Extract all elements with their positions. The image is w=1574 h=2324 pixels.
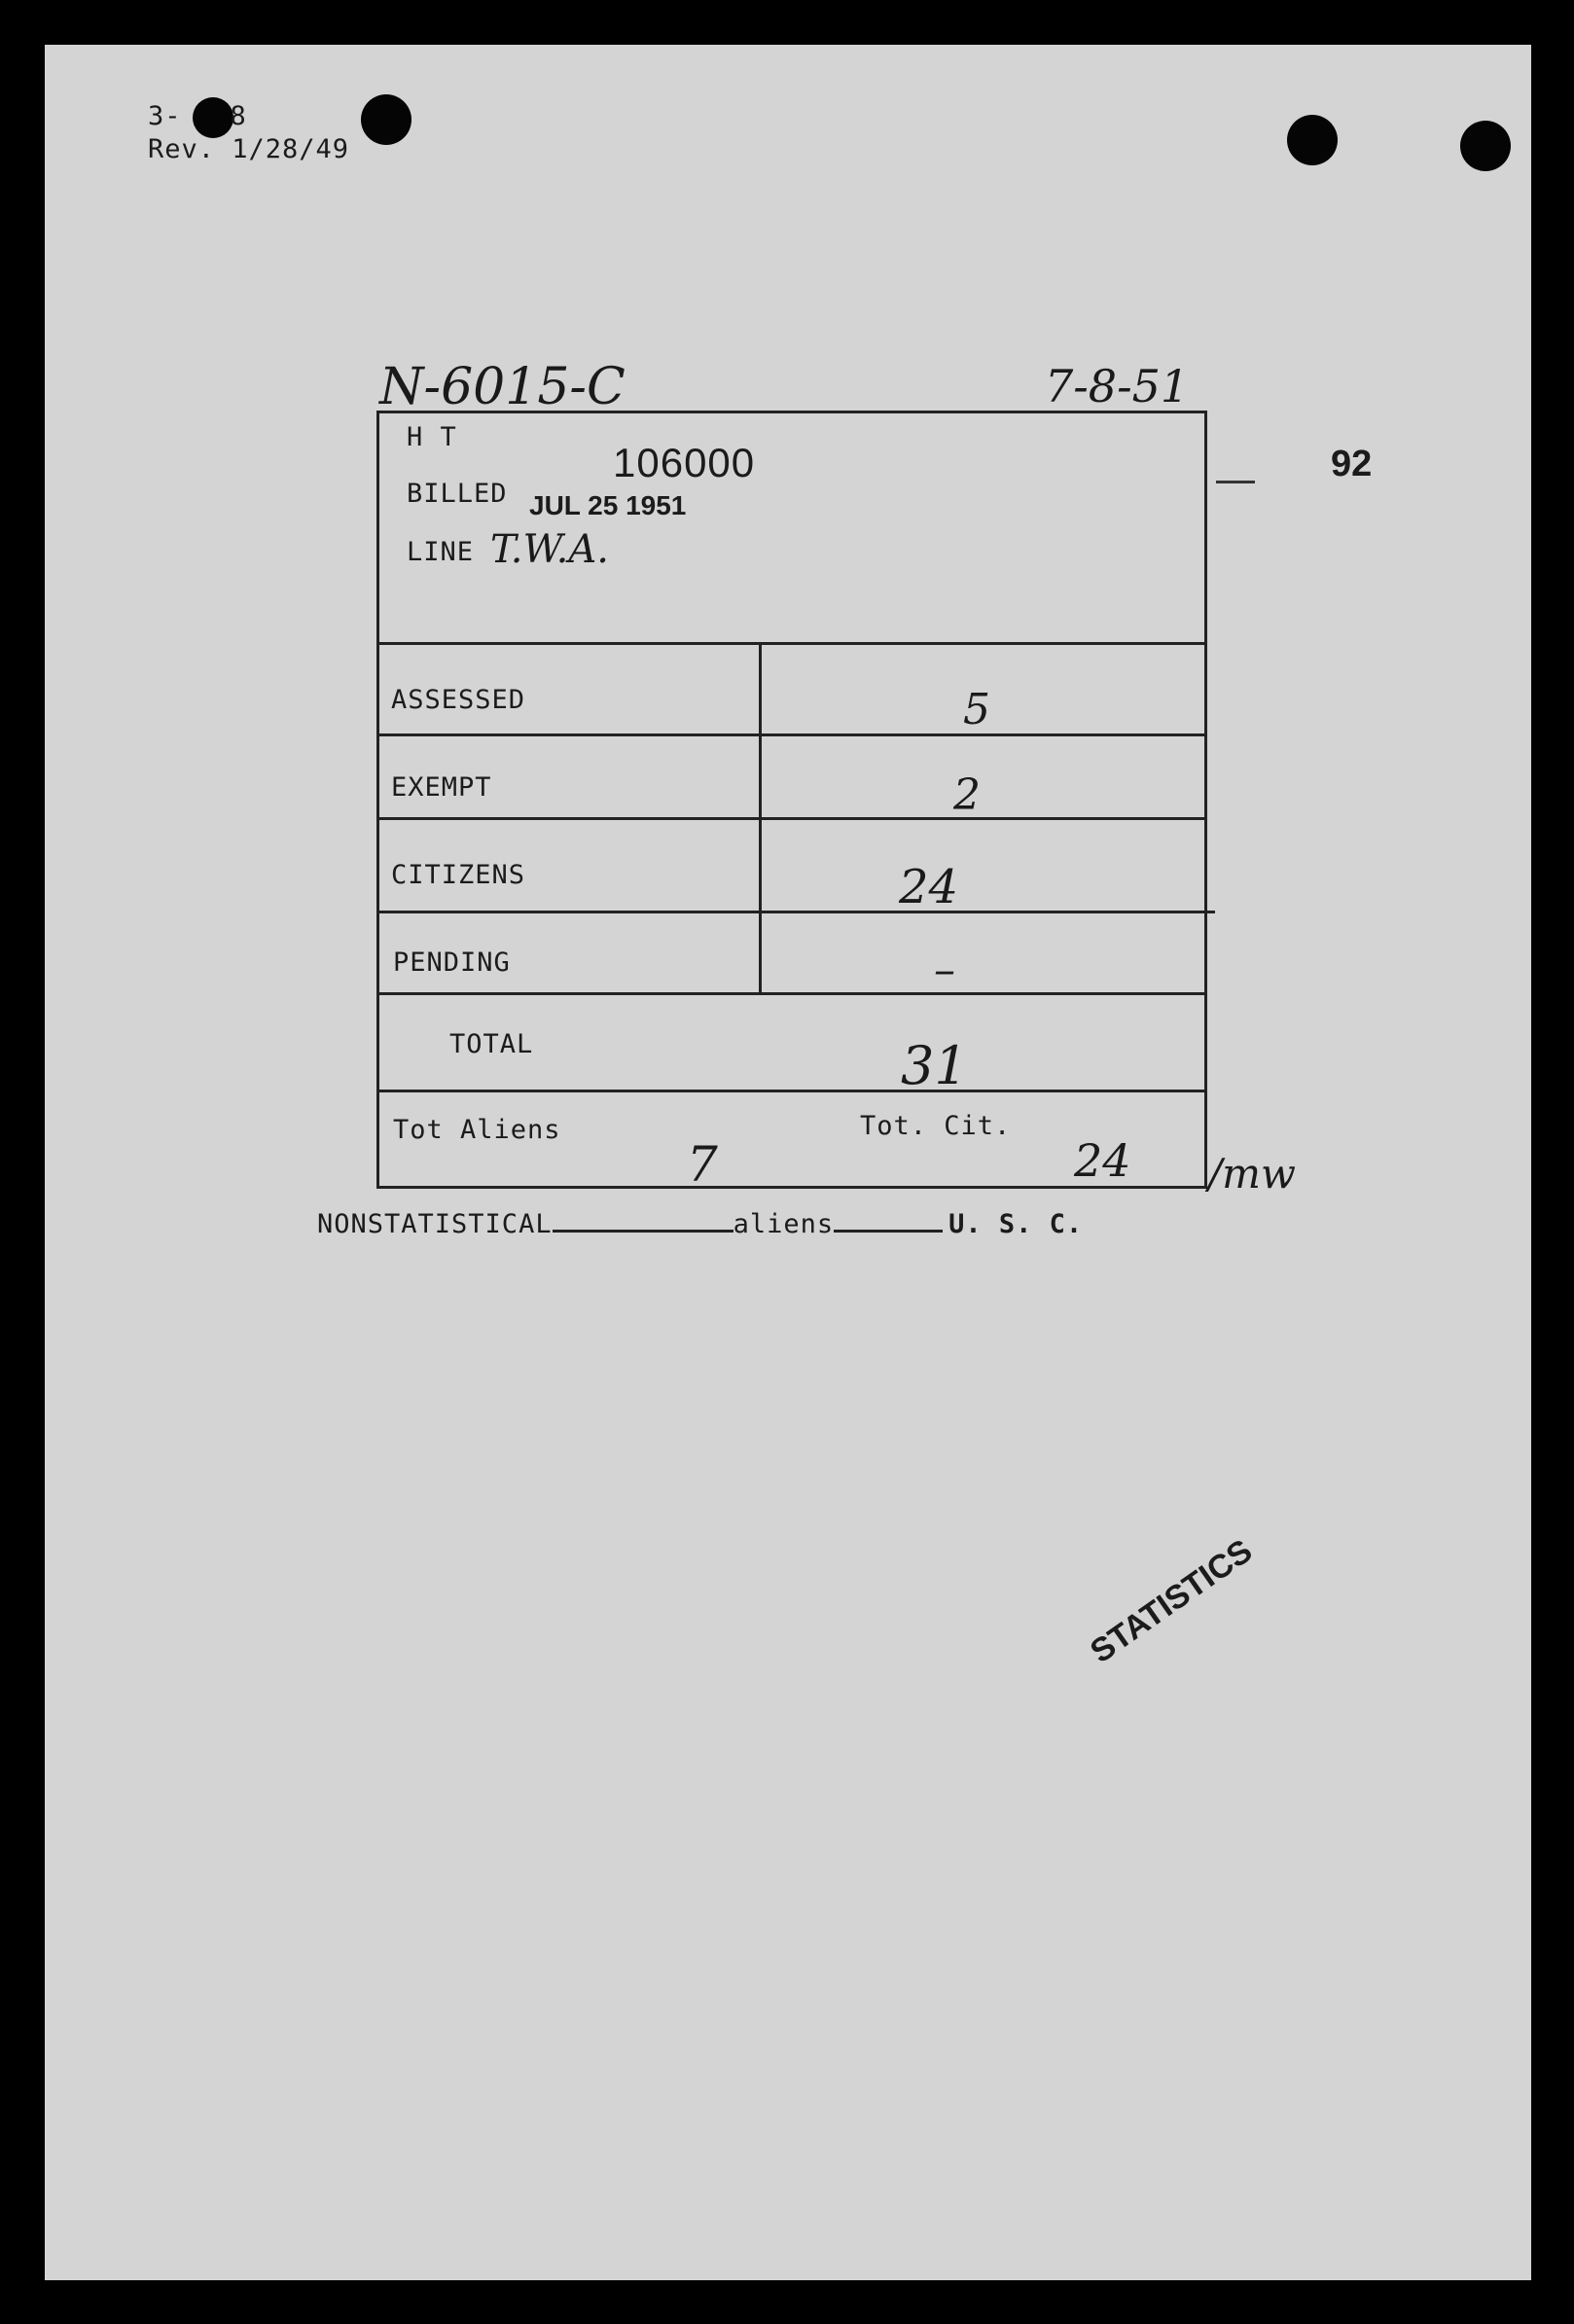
initials: /mw: [1208, 1150, 1296, 1198]
line-value: T.W.A.: [490, 527, 609, 572]
assessed-label: ASSESSED: [391, 685, 526, 715]
line-label: LINE: [407, 537, 475, 567]
handwritten-date: 7-8-51: [1045, 360, 1190, 412]
rule-header-bottom: [376, 642, 1207, 645]
nonstatistical-line: [317, 1204, 1083, 1239]
aliens-label: aliens: [733, 1209, 835, 1239]
nonstatistical-label: NONSTATISTICAL: [317, 1209, 553, 1239]
exempt-value: 2: [953, 770, 981, 820]
assessed-value: 5: [963, 685, 990, 734]
total-label: TOTAL: [449, 1029, 534, 1059]
billing-stamp-date: JUL 25 1951: [529, 490, 687, 520]
rule-citizens-bottom: [376, 911, 1215, 913]
tot-aliens-value: 7: [687, 1136, 718, 1193]
column-divider: [759, 642, 762, 994]
usc-label: U. S. C.: [948, 1209, 1084, 1239]
flight-number: N-6015-C: [379, 358, 626, 416]
document-page: [45, 45, 1531, 2280]
punch-hole-left: [361, 94, 411, 145]
total-value: 31: [901, 1035, 968, 1096]
tot-aliens-label: Tot Aliens: [393, 1115, 561, 1145]
billed-label: BILLED: [407, 479, 508, 509]
dash-mark: [1216, 481, 1255, 483]
aliens-blank: [834, 1204, 943, 1233]
form-number: 3- 8: [148, 101, 247, 131]
pending-value: –: [934, 946, 955, 995]
form-revision: Rev. 1/28/49: [148, 134, 350, 164]
punch-hole-right-2: [1460, 121, 1511, 171]
ht-label: H T: [407, 422, 457, 452]
rule-assessed-bottom: [376, 733, 1207, 736]
tot-cit-value: 24: [1074, 1134, 1131, 1187]
punch-hole-right-1: [1287, 115, 1338, 165]
exempt-label: EXEMPT: [391, 772, 492, 803]
nonstatistical-blank: [553, 1204, 733, 1233]
rule-exempt-bottom: [376, 817, 1207, 820]
rule-total-bottom: [376, 1090, 1207, 1092]
page-number: 92: [1331, 444, 1373, 484]
rule-pending-bottom: [376, 992, 1207, 995]
citizens-value: 24: [899, 860, 959, 914]
tot-cit-label: Tot. Cit.: [860, 1111, 1012, 1141]
citizens-label: CITIZENS: [391, 860, 526, 890]
billing-stamp-number: 106000: [613, 440, 756, 485]
pending-label: PENDING: [393, 947, 511, 978]
statistics-stamp: STATISTICS: [1084, 1532, 1260, 1671]
